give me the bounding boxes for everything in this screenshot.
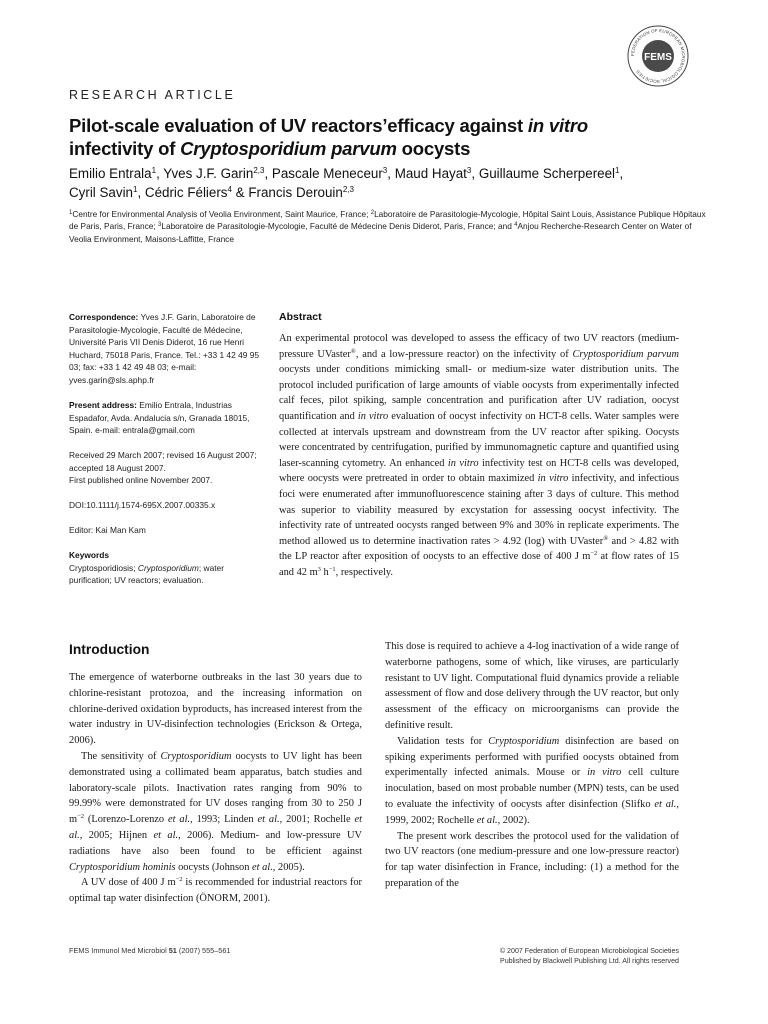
editor: Editor: Kai Man Kam — [69, 525, 146, 536]
correspondence: Correspondence: Yves J.F. Garin, Laboratoire de Parasitologie-Mycologie, Faculté de Médecine, Université Paris VII Denis Diderot, 16 rue Henri Huchard, 75018 Paris, France. Tel.: +33 1 42 49 95 03; fax: +33 1 42 49 48 03; e-mail: yves.garin@sls.aphp.fr — [69, 312, 260, 385]
footer-citation: FEMS Immunol Med Microbiol 51 (2007) 555–561 — [69, 946, 231, 955]
abstract-text: An experimental protocol was developed to assess the efficacy of two UV reactors (medium-pressure UVaster®, and a low-pressure reactor) on the infectivity of Cryptosporidium parvum oocysts under conditions mimicking small- or medium-size water distribution units. The protocol included purification of large amounts of viable oocysts from experimentally infected calf feces, pilot spiking, sample concentration and purification after UV radiation, oocyst quantification and in vitro evaluation of oocyst infectivity on HCT-8 cells. Water samples were collected at intervals upstream and downstream from the UV reactor after spiking. Oocysts were concentrated by centrifugation, purified by immunomagnetic capture and quantified using laser-scanning cytometry. An enhanced in vitro infectivity test on HCT-8 cells was developed, where oocysts were pretreated in order to obtain maximized in vitro infectivity, and infectious foci were enumerated after immunofluorescence staining after 3 days of culture. This method was superior to viability measured by excystation for assessing oocyst infectivity. The infectivity rate of untreated oocysts ranged between 9% and 30% in replicate experiments. The method allowed us to determine inactivation rates > 4.92 (log) with UVaster® and > 4.82 with the LP reactor after exposition of oocysts to an effective dose of 400 J $m^{-2}$ at flow rates of 15 and 42 $m^3$ $h^{-1}$, respectively. — [279, 333, 679, 578]
author: Maud Hayat$^3$, — [394, 166, 479, 181]
author-list — [69, 164, 709, 202]
section-heading-introduction: Introduction — [69, 642, 150, 657]
present-address: Present address: Emilio Entrala, Industrias Espadafor, Avda. Andalucia s/n, Granada 18015, Spain. e-mail: entrala@gmail.com — [69, 399, 250, 436]
abstract-heading: Abstract — [279, 311, 322, 323]
article-info-sidebar — [69, 311, 267, 587]
paragraph: The sensitivity of Cryptosporidium oocysts to UV light has been demonstrated using a collimated beam apparatus, batch studies and laboratory-scale pilots. Inactivation rates ranging from 90% to 99.99% were demonstrated for UV doses ranging from 30 to 250 J $m^{-2}$ (Lorenzo-Lorenzo et al., 1993; Linden et al., 2001; Rochelle et al., 2005; Hijnen et al., 2006). Medium- and low-pressure UV radiations have also been found to be efficient against Cryptosporidium hominis oocysts (Johnson et al., 2005). — [69, 750, 363, 873]
article-type-label: RESEARCH ARTICLE — [69, 88, 236, 102]
history-dates: Received 29 March 2007; revised 16 August 2007; accepted 18 August 2007. First published online November 2007. — [69, 450, 257, 486]
author: Francis Derouin$^{2,3}$ — [248, 185, 354, 200]
paragraph: Validation tests for Cryptosporidium disinfection are based on spiking experiments performed with purified oocysts obtained from experimentally infected animals. Mouse or in vitro cell culture inoculation, based on most probable number (MPN) tests, can be used to evaluate the infectivity of oocysts after disinfection (Slifko et al., 1999, 2002; Rochelle et al., 2002). — [385, 735, 680, 826]
logo-ring-text: FEDERATION OF EUROPEAN MICROBIOLOGICAL SOCIETIES — [629, 27, 687, 85]
footer-copyright: © 2007 Federation of European Microbiological Societies Published by Blackwell Publishing Ltd. All rights reserved — [499, 947, 679, 966]
author: Guillaume Scherpereel$^1$, — [478, 166, 624, 181]
affiliations: $^1$Centre for Environmental Analysis of Veolia Environment, Saint Maurice, France; $^2$Laboratoire de Parasitologie-Mycologie, Hôpital Saint Louis, Assistance Publique Hôpitaux de Paris, Paris, France; $^3$Laboratoire de Parasitologie-Mycologie, Faculté de Médecine Denis Diderot, Paris, France; and $^4$Anjou Recherche-Research Center on Water of Veolia Environment, Maisons-Laffitte, France — [69, 209, 706, 244]
paragraph: The present work describes the protocol used for the validation of two UV reactors (one medium-pressure and one low-pressure reactor) for tap water disinfection in France, including: (1) a method for the preparation of the — [385, 830, 679, 889]
author: Pascale Meneceur$^3$, — [271, 166, 395, 181]
author: Cyril Savin$^1$, — [69, 185, 145, 200]
author: Cédric Féliers$^4$ & — [144, 185, 249, 200]
body-column-left — [69, 670, 362, 907]
article-title: Pilot-scale evaluation of UV reactors’efficacy against in vitro infectivity of Cryptosporidium parvum oocysts — [69, 115, 588, 159]
paragraph: A UV dose of 400 J $m^{-2}$ is recommended for industrial reactors for optimal tap water disinfection (ÖNORM, 2001). — [69, 876, 362, 905]
logo-text: FEMS — [644, 52, 672, 63]
keywords: Keywords Cryptosporidiosis; Cryptosporidium; water purification; UV reactors; evaluation. — [69, 550, 225, 586]
doi[interactable]: DOI:10.1111/j.1574-695X.2007.00335.x — [69, 500, 216, 511]
paragraph: The emergence of waterborne outbreaks in the last 30 years due to chlorine-resistant protozoa, and the increasing information on chlorine-derived oxidation byproducts, has increased interest from the water industry in UV-disinfection technologies (Erickson & Ortega, 2006). — [69, 672, 362, 747]
author: Yves J.F. Garin$^{2,3}$, — [163, 166, 272, 181]
body-column-right — [385, 639, 679, 892]
paragraph: This dose is required to achieve a 4-log inactivation of a wide range of waterborne pathogens, some of which, like viruses, are particularly resistant to UV light. Computational fluid dynamics provide a reliable assessment of flow and dose delivery through the UV reactor, but only assessment of the efficacy on microorganisms can provide the definitive result. — [385, 641, 679, 731]
author: Emilio Entrala$^1$, — [69, 166, 164, 181]
abstract-section — [279, 311, 679, 581]
fems-logo — [626, 24, 690, 88]
